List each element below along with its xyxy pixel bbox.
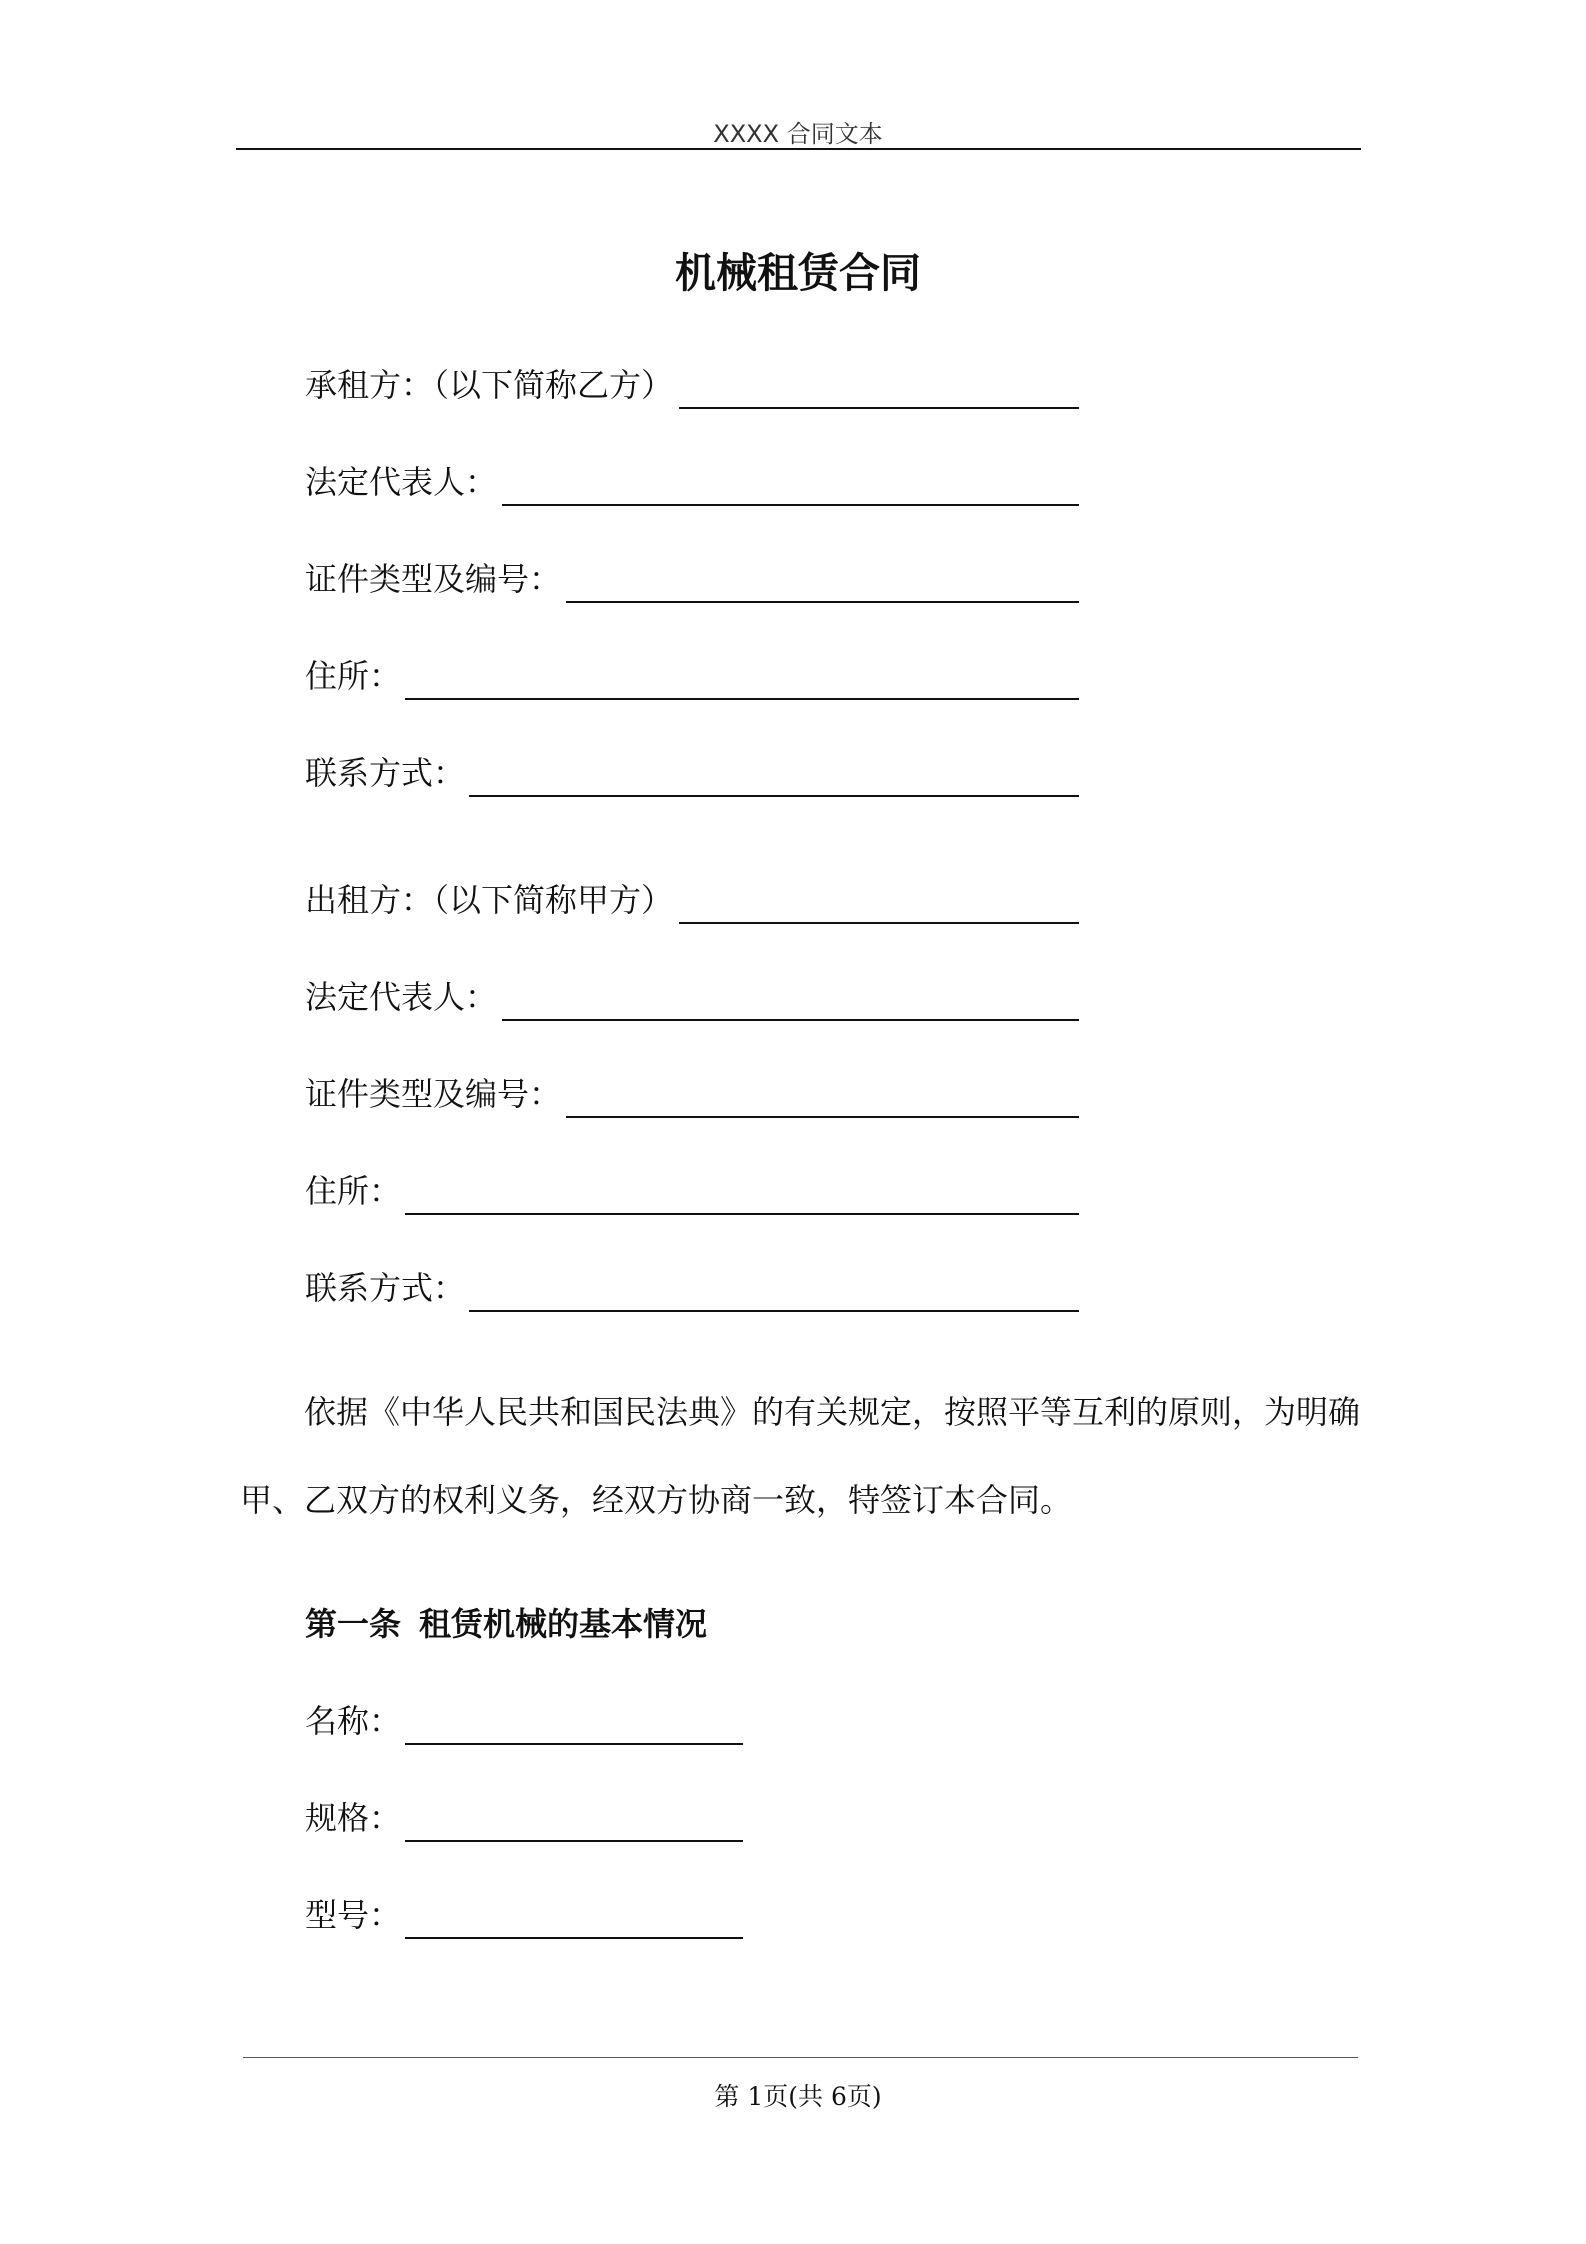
machine-name-blank[interactable] — [405, 1743, 743, 1745]
lessee-party-blank[interactable] — [679, 407, 1079, 409]
lessor-contact-blank[interactable] — [469, 1310, 1079, 1312]
lessor-address-label: 住所： — [305, 1172, 402, 1210]
lessee-contact-label: 联系方式： — [305, 754, 466, 792]
lessee-address-label: 住所： — [305, 657, 402, 695]
article-1-number: 第一条 — [305, 1605, 402, 1643]
preamble-paragraph — [240, 1368, 1365, 1544]
machine-name-label: 名称： — [305, 1702, 402, 1740]
lessee-legal-rep-label: 法定代表人： — [305, 463, 498, 501]
document-title: 机械租赁合同 — [675, 249, 921, 297]
lessee-id-type-blank[interactable] — [566, 601, 1079, 603]
lessor-id-type-blank[interactable] — [566, 1116, 1079, 1118]
machine-model-blank[interactable] — [405, 1937, 743, 1939]
lessor-legal-rep-blank[interactable] — [502, 1019, 1079, 1021]
lessor-party-blank[interactable] — [679, 922, 1079, 924]
lessee-party-label: 承租方：（以下简称乙方） — [305, 366, 674, 404]
lessee-legal-rep-blank[interactable] — [502, 504, 1079, 506]
preamble-line-1: 依据《中华人民共和国民法典》的有关规定，按照平等互利的原则，为明确 — [304, 1393, 1361, 1431]
lessor-address-blank[interactable] — [405, 1213, 1079, 1215]
lessor-contact-label: 联系方式： — [305, 1269, 466, 1307]
lessor-party-label: 出租方：（以下简称甲方） — [305, 881, 674, 919]
lessor-legal-rep-label: 法定代表人： — [305, 978, 498, 1016]
page-header: XXXX 合同文本 — [713, 120, 883, 148]
lessor-id-type-label: 证件类型及编号： — [305, 1075, 562, 1113]
article-1-heading — [305, 1602, 707, 1646]
page-number: 第 1页(共 6页) — [714, 2082, 882, 2111]
header-divider — [236, 148, 1361, 150]
footer-divider — [243, 2057, 1358, 2058]
lessee-id-type-label: 证件类型及编号： — [305, 560, 562, 598]
machine-spec-label: 规格： — [305, 1799, 402, 1837]
machine-spec-blank[interactable] — [405, 1840, 743, 1842]
lessee-contact-blank[interactable] — [469, 795, 1079, 797]
lessee-address-blank[interactable] — [405, 698, 1079, 700]
article-1-title: 租赁机械的基本情况 — [419, 1605, 708, 1643]
preamble-line-2: 甲、乙双方的权利义务，经双方协商一致，特签订本合同。 — [240, 1481, 1073, 1519]
machine-model-label: 型号： — [305, 1896, 402, 1934]
